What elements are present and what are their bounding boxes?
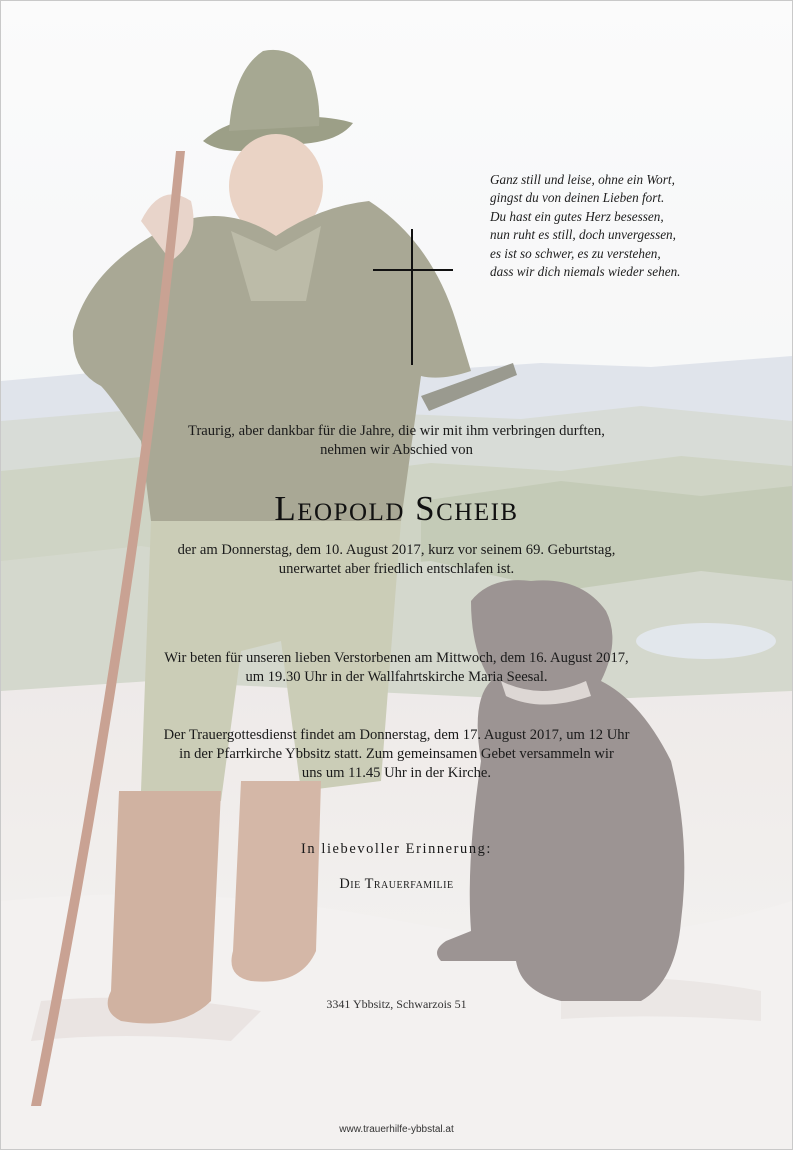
memory-text: In liebevoller Erinnerung: <box>300 841 493 857</box>
website-link[interactable]: www.trauerhilfe-ybbstal.at <box>339 1124 454 1135</box>
funeral-line-2: in der Pfarrkirche Ybbsitz statt. Zum gemeinsamen Gebet versammeln wir <box>179 746 614 762</box>
death-notice-line-1: der am Donnerstag, dem 10. August 2017, kurz vor seinem 69. Geburtstag, <box>177 542 616 558</box>
intro-line-1: Traurig, aber dankbar für die Jahre, die wir mit ihm verbringen durften, <box>188 423 605 439</box>
poem-line: Ganz still und leise, ohne ein Wort, <box>490 172 675 187</box>
address: 3341 Ybbsitz, Schwarzois 51 <box>326 997 467 1011</box>
deceased-name: Leopold Scheib <box>274 489 519 528</box>
death-notice <box>1 541 792 579</box>
poem-line: gingst du von deinen Lieben fort. <box>490 190 665 206</box>
prayer-notice <box>1 649 792 687</box>
poem-line: nun ruht es still, doch unvergessen, <box>490 227 676 243</box>
poem <box>490 171 770 281</box>
prayer-line-2: um 19.30 Uhr in der Wallfahrtskirche Maria Seesal. <box>245 669 548 685</box>
poem-line: Du hast ein gutes Herz besessen, <box>490 208 664 224</box>
intro-line-2: nehmen wir Abschied von <box>320 442 473 458</box>
funeral-line-1: Der Trauergottesdienst findet am Donnerstag, dem 17. August 2017, um 12 Uhr <box>163 727 630 743</box>
death-notice-line-2: unerwartet aber friedlich entschlafen ist. <box>278 561 515 577</box>
funeral-notice <box>1 726 792 783</box>
funeral-line-3: uns um 11.45 Uhr in der Kirche. <box>301 765 492 781</box>
family-signature: Die Trauerfamilie <box>339 876 454 892</box>
cross-icon <box>373 229 453 365</box>
poem-line: es ist so schwer, es zu verstehen, <box>490 245 661 261</box>
poem-line: dass wir dich niemals wieder sehen. <box>490 264 681 280</box>
prayer-line-1: Wir beten für unseren lieben Verstorbenen am Mittwoch, dem 16. August 2017, <box>164 650 629 666</box>
intro-text <box>1 422 792 460</box>
